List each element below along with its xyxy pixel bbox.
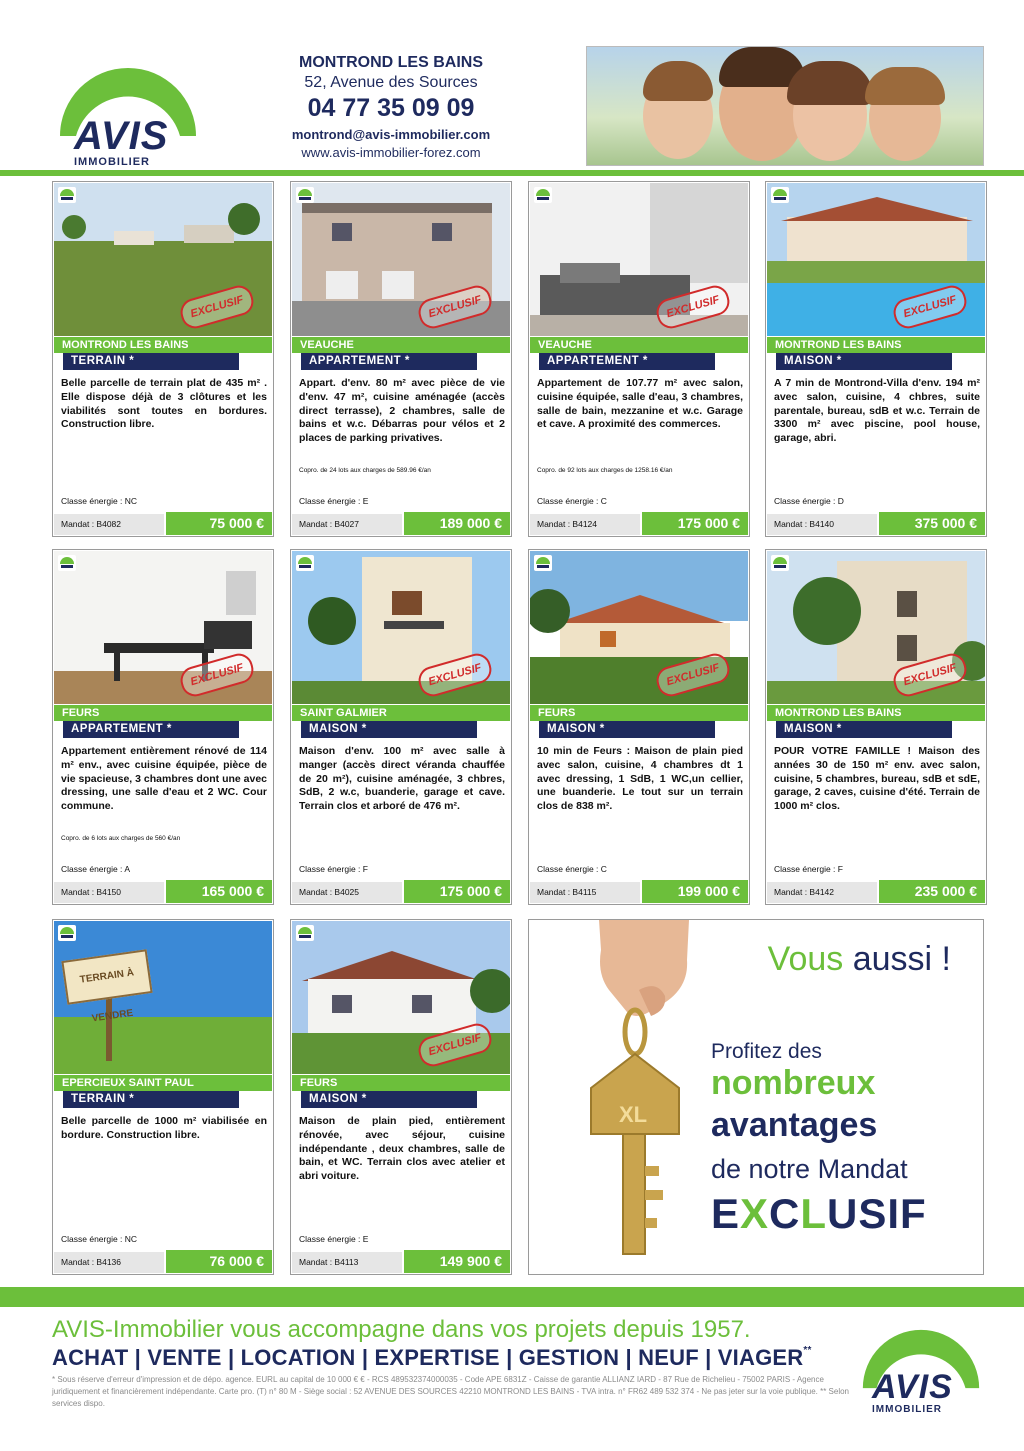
listing-description: 10 min de Feurs : Maison de plain pied avec salon, cuisine, 4 chambres dt 1 avec dressing, 1 SdB, 1 WC,un cellier, une buanderie. Le tout sur un terrain clos de 838 m². <box>537 745 743 813</box>
listing-footer <box>530 880 748 903</box>
listing-mandat: Mandat : B4115 <box>530 882 640 903</box>
listing-mandat: Mandat : B4150 <box>54 882 164 903</box>
header <box>0 0 1024 180</box>
agency-city: MONTROND LES BAINS <box>299 54 483 71</box>
listing-price: 165 000 € <box>166 880 272 903</box>
footer-legal: * Sous réserve d'erreur d'impression et de dépo. agence. EURL au capital de 10 000 € € - RCS 489532374000035 - Code APE 6831Z - Caisse de garantie ALLIANZ IARD - 87 Rue de Richelieu - 75002 PARIS - Agence juridiquement et financièrement indépendante. Carte pro. (T) n° 80 M - Siège social : 52 AVENUE DES SOURCES 42210 MONTROND LES BAINS - TVA intra. n° FR62 489 532 374 - Ne pas jeter sur la voie publique. ** Selon services dispo. <box>52 1375 850 1408</box>
logo-sub: IMMOBILIER <box>872 1404 942 1415</box>
listing-footer <box>54 512 272 535</box>
listing-city: FEURS <box>292 1075 510 1091</box>
listing-price: 149 900 € <box>404 1250 510 1273</box>
listing-photo <box>292 921 510 1074</box>
mini-logo-icon <box>58 925 76 941</box>
listing-description: Appart. d'env. 80 m² avec pièce de vie d'env. 47 m², cuisine aménagée (accès direct terrasse), 2 chambres, salle de bains et w.c. Débarras pour vélos et 2 places de parking privatives. <box>299 377 505 445</box>
logo-word: AVIS <box>74 114 169 158</box>
listing-type: MAISON * <box>301 721 477 738</box>
listing-type: TERRAIN * <box>63 353 239 370</box>
listing-card[interactable] <box>52 549 274 905</box>
listing-card[interactable] <box>290 549 512 905</box>
key-in-hand-icon <box>539 920 699 1275</box>
sale-sign: TERRAIN À VENDRE <box>61 949 152 1005</box>
exclusive-stamp: EXCLUSIF <box>653 650 732 699</box>
promo-line-2: nombreux <box>711 1064 876 1102</box>
mini-logo-icon <box>534 555 552 571</box>
listing-footer <box>292 880 510 903</box>
exclusive-stamp: EXCLUSIF <box>415 650 494 699</box>
listing-type: MAISON * <box>776 721 952 738</box>
listing-description: Maison d'env. 100 m² avec salle à manger (accès direct véranda chauffée de 20 m²), cuisine aménagée, 3 chbres, SdB, 2 w.c, buanderie, garage et cave. Terrain clos et arboré de 476 m². <box>299 745 505 813</box>
listing-description: Maison de plain pied, entièrement rénovée, avec séjour, cuisine indépendante , deux chambres, salle de bain, et WC. Terrain clos avec atelier et abri voiture. <box>299 1115 505 1183</box>
exclusive-stamp: EXCLUSIF <box>653 282 732 331</box>
svg-text:XL: XL <box>619 1102 648 1127</box>
listing-photo <box>292 183 510 336</box>
avis-logo-footer <box>856 1310 986 1420</box>
listing-card[interactable] <box>528 549 750 905</box>
listing-city: MONTROND LES BAINS <box>767 337 985 353</box>
listing-copro: Copro. de 92 lots aux charges de 1258.16 €/an <box>537 467 673 474</box>
promo-title: Vous aussi ! <box>767 940 951 978</box>
listing-photo <box>292 551 510 704</box>
mini-logo-icon <box>771 187 789 203</box>
listing-mandat: Mandat : B4140 <box>767 514 877 535</box>
promo-line-3: avantages <box>711 1106 878 1144</box>
mini-logo-icon <box>58 187 76 203</box>
listing-energy-class: Classe énergie : E <box>299 496 369 506</box>
footer-divider <box>0 1287 1024 1307</box>
agency-contact <box>262 54 520 160</box>
listing-photo <box>767 551 985 704</box>
logo-word: AVIS <box>872 1368 953 1406</box>
listing-mandat: Mandat : B4025 <box>292 882 402 903</box>
mini-logo-icon <box>534 187 552 203</box>
listing-city: EPERCIEUX SAINT PAUL <box>54 1075 272 1091</box>
avis-logo <box>52 48 204 170</box>
agency-address: 52, Avenue des Sources <box>304 74 478 91</box>
listing-card[interactable] <box>52 181 274 537</box>
listing-city: SAINT GALMIER <box>292 705 510 721</box>
listing-card[interactable] <box>52 919 274 1275</box>
listing-description: Belle parcelle de terrain plat de 435 m² . Elle dispose déjà de 3 clôtures et les viabilités sont toutes en bordures. Construction libre. <box>61 377 267 431</box>
mini-logo-icon <box>296 555 314 571</box>
exclusive-stamp: EXCLUSIF <box>415 1020 494 1069</box>
listing-photo <box>530 551 748 704</box>
listing-price: 375 000 € <box>879 512 985 535</box>
listing-description: Appartement de 107.77 m² avec salon, cuisine équipée, salle d'eau, 3 chambres, salle de bain, mezzanine et w.c. Garage et cave. A proximité des commerces. <box>537 377 743 431</box>
listing-price: 76 000 € <box>166 1250 272 1273</box>
listing-card[interactable] <box>528 181 750 537</box>
listing-photo <box>54 551 272 704</box>
listing-energy-class: Classe énergie : F <box>299 864 368 874</box>
mini-logo-icon <box>296 925 314 941</box>
listing-type: APPARTEMENT * <box>63 721 239 738</box>
promo-line-4: de notre Mandat <box>711 1154 908 1184</box>
listing-card[interactable] <box>290 919 512 1275</box>
promo-line-5: EXCLUSIF <box>711 1190 927 1237</box>
listing-energy-class: Classe énergie : C <box>537 496 607 506</box>
listing-footer <box>54 880 272 903</box>
listing-footer <box>530 512 748 535</box>
listing-price: 175 000 € <box>404 880 510 903</box>
listing-price: 199 000 € <box>642 880 748 903</box>
listing-energy-class: Classe énergie : NC <box>61 1234 138 1244</box>
listing-copro: Copro. de 6 lots aux charges de 560 €/an <box>61 835 181 842</box>
footer-slogan: AVIS-Immobilier vous accompagne dans vos projets depuis 1957. <box>52 1316 751 1343</box>
exclusive-stamp: EXCLUSIF <box>177 650 256 699</box>
listing-type: APPARTEMENT * <box>539 353 715 370</box>
agency-email[interactable]: montrond@avis-immobilier.com <box>291 127 491 142</box>
listing-city: VEAUCHE <box>530 337 748 353</box>
listing-city: FEURS <box>54 705 272 721</box>
listing-description: POUR VOTRE FAMILLE ! Maison des années 30 de 150 m² env. avec salon, cuisine, 5 chambres, bureau, sdB et sdE, garage, 2 caves, cuisine d'été. Terrain de 1000 m² clos. <box>774 745 980 813</box>
exclusive-stamp: EXCLUSIF <box>890 650 969 699</box>
listing-mandat: Mandat : B4124 <box>530 514 640 535</box>
listing-footer <box>767 512 985 535</box>
listing-price: 75 000 € <box>166 512 272 535</box>
listing-mandat: Mandat : B4082 <box>54 514 164 535</box>
listing-description: Belle parcelle de 1000 m² viabilisée en bordure. Construction libre. <box>61 1115 267 1141</box>
listing-type: MAISON * <box>539 721 715 738</box>
mini-logo-icon <box>58 555 76 571</box>
listing-type: APPARTEMENT * <box>301 353 477 370</box>
listing-city: MONTROND LES BAINS <box>54 337 272 353</box>
promo-exclusive-mandate[interactable] <box>528 919 984 1275</box>
listing-mandat: Mandat : B4136 <box>54 1252 164 1273</box>
listing-energy-class: Classe énergie : C <box>537 864 607 874</box>
listing-energy-class: Classe énergie : D <box>774 496 844 506</box>
listing-footer <box>767 880 985 903</box>
mini-logo-icon <box>771 555 789 571</box>
listing-mandat: Mandat : B4142 <box>767 882 877 903</box>
listing-energy-class: Classe énergie : F <box>774 864 843 874</box>
listing-photo <box>767 183 985 336</box>
listing-energy-class: Classe énergie : NC <box>61 496 138 506</box>
listing-copro: Copro. de 24 lots aux charges de 589.96 €/an <box>299 467 431 474</box>
listing-price: 235 000 € <box>879 880 985 903</box>
family-photo <box>586 46 984 166</box>
exclusive-stamp: EXCLUSIF <box>415 282 494 331</box>
listing-card[interactable] <box>290 181 512 537</box>
agency-phone[interactable]: 04 77 35 09 09 <box>307 94 475 122</box>
footer-services: ACHAT | VENTE | LOCATION | EXPERTISE | GESTION | NEUF | VIAGER** <box>52 1345 812 1370</box>
listing-type: MAISON * <box>776 353 952 370</box>
listing-footer <box>292 512 510 535</box>
listing-price: 175 000 € <box>642 512 748 535</box>
listing-energy-class: Classe énergie : A <box>61 864 130 874</box>
listing-mandat: Mandat : B4113 <box>292 1252 402 1273</box>
agency-website[interactable]: www.avis-immobilier-forez.com <box>301 145 481 160</box>
listing-footer <box>54 1250 272 1273</box>
listing-description: Appartement entièrement rénové de 114 m² env., avec cuisine équipée, pièce de vie spacieuse, 3 chambres dont une avec dressing, une salle d'eau et 2 WC. Cour commune. <box>61 745 268 813</box>
listing-photo <box>54 183 272 336</box>
listing-type: MAISON * <box>301 1091 477 1108</box>
listing-photo <box>54 921 272 1074</box>
listing-mandat: Mandat : B4027 <box>292 514 402 535</box>
listing-footer <box>292 1250 510 1273</box>
listing-city: MONTROND LES BAINS <box>767 705 985 721</box>
listing-card[interactable] <box>765 181 987 537</box>
listing-photo <box>530 183 748 336</box>
exclusive-stamp: EXCLUSIF <box>890 282 969 331</box>
listing-description: A 7 min de Montrond-Villa d'env. 194 m² avec salon, cuisine, 4 chbres, suite parentale, bureau, sdB et w.c. Terrain de 3300 m² avec piscine, pool house, garage, abri. <box>774 377 980 445</box>
listing-energy-class: Classe énergie : E <box>299 1234 369 1244</box>
listing-city: FEURS <box>530 705 748 721</box>
mini-logo-icon <box>296 187 314 203</box>
listing-price: 189 000 € <box>404 512 510 535</box>
exclusive-stamp: EXCLUSIF <box>177 282 256 331</box>
logo-sub: IMMOBILIER <box>74 156 150 168</box>
listing-card[interactable] <box>765 549 987 905</box>
listing-type: TERRAIN * <box>63 1091 239 1108</box>
listing-city: VEAUCHE <box>292 337 510 353</box>
promo-line-1: Profitez des <box>711 1040 822 1063</box>
header-divider <box>0 170 1024 176</box>
